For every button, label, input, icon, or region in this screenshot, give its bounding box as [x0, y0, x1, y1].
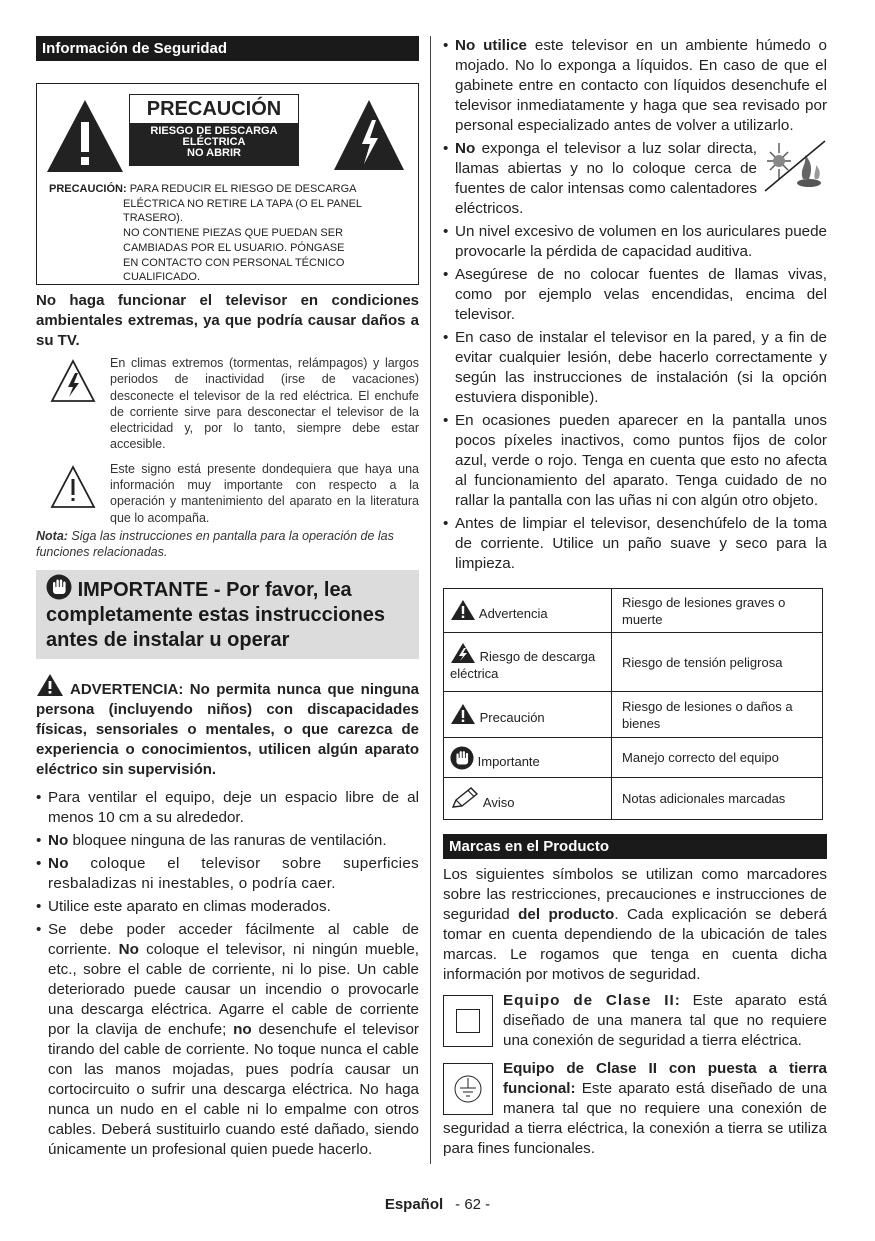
precaucion-sub-line: RIESGO DE DESCARGA — [150, 125, 278, 137]
legend-label: Precaución — [479, 710, 545, 725]
bullet-text: exponga el televisor a luz solar directa, llamas abiertas y no lo coloque cerca de fuentes de calor intensas como calentadores eléctricos. — [455, 140, 757, 217]
bullet-text: En caso de instalar el televisor en la pared, y a fin de evitar cualquier lesión, debe hacerlo correctamente y según las instrucciones de instalación (si la opción estuviera disponible). — [455, 329, 827, 406]
precaucion-text — [49, 182, 408, 285]
legend-desc: Notas adicionales marcadas — [612, 778, 823, 820]
lightning-triangle-icon — [450, 642, 476, 664]
legend-label: Importante — [477, 753, 540, 769]
legend-desc: Riesgo de tensión peligrosa — [612, 633, 823, 692]
legend-label-cell — [444, 589, 612, 633]
bullet-text: Antes de limpiar el televisor, desenchúfelo de la toma de corriente. Utilice un paño suave y seco para la limpieza. — [455, 515, 827, 572]
note-text: Siga las instrucciones en pantalla para la operación de las funciones relacionadas. — [36, 528, 394, 559]
advertencia-para — [36, 673, 419, 780]
bullet-bold: No — [118, 940, 139, 958]
warning-triangle-icon — [36, 673, 64, 697]
list-item — [443, 265, 827, 325]
list-item — [36, 788, 419, 828]
list-item — [443, 222, 827, 262]
pencil-note-icon — [450, 786, 480, 810]
bullet-bold: No — [455, 140, 476, 157]
bullet-text: coloque el televisor, ni ningún mueble, etc., sobre el cable de corriente, ni lo pise. Un cable deteriorado puede causar un incendio o provocarle una descarga eléctrica. Agarre el cable de corriente por la clavija de enchufe; — [48, 940, 420, 1038]
exclamation-triangle-icon — [45, 98, 125, 174]
bullet-text: coloque el televisor sobre superficies resbaladizas ni inestables, o podría caer. — [48, 854, 419, 892]
legend-label-cell — [444, 633, 612, 692]
precaucion-line: CUALIFICADO. — [123, 271, 201, 284]
section-title-marcas: Marcas en el Producto — [443, 834, 827, 859]
clase-ii-text: Este aparato está diseñado de una manera tal que no requiere una conexión de seguridad a tierra eléctrica. — [503, 992, 827, 1049]
bullet-bold: no — [233, 1020, 252, 1038]
legend-desc: Riesgo de lesiones graves o muerte — [612, 589, 823, 633]
precaucion-line: CAMBIADAS POR EL USUARIO. PÓNGASE — [123, 241, 345, 254]
precaucion-sub-line: ELÉCTRICA — [182, 136, 246, 148]
bullet-text: Utilice este aparato en climas moderados. — [48, 897, 331, 915]
marcas-text-part: Los siguientes símbolos se utilizan como marcadores sobre las restricciones, precauciones e instrucciones de seguridad — [443, 866, 827, 923]
list-item — [443, 139, 827, 219]
table-row — [444, 778, 823, 820]
clase-ii-funcional-title: Equipo de Clase II con puesta a tierra funcional: — [503, 1060, 827, 1097]
table-row — [444, 589, 823, 633]
lightning-triangle-icon — [50, 359, 96, 403]
bullet-bold: No — [48, 831, 69, 849]
climas-text: En climas extremos (tormentas, relámpagos) y largos periodos de inactividad (irse de vacaciones) desconecte el televisor de la red eléctrica. El enchufe de corriente sirve para desconectar el televisor de la electricidad y, por lo tanto, siempre debe estar accesible. — [110, 356, 419, 452]
page-number: - 62 - — [455, 1196, 491, 1213]
bullet-text: bloquee ninguna de las ranuras de ventilación. — [68, 831, 387, 849]
bullet-text: En ocasiones pueden aparecer en la pantalla unos pocos píxeles inactivos, como puntos fijos de color azul, verde o rojo. Tenga en cuenta que esto no afecta al funcionamiento del aparato. Tenga cuidado de no rallar la pantalla con las uñas ni con algún otro objeto. — [455, 412, 827, 509]
bullet-text: Para ventilar el equipo, deje un espacio libre de al menos 10 cm a su alrededor. — [48, 788, 419, 826]
precaucion-box — [36, 83, 419, 285]
bullet-text: Se debe poder acceder fácilmente al cable de corriente. — [48, 920, 419, 958]
precaucion-line: PARA REDUCIR EL RIESGO DE DESCARGA — [129, 183, 357, 195]
list-item — [36, 920, 419, 1160]
list-item — [36, 854, 419, 894]
clase-ii-funcional-text: Este aparato está diseñado de una manera tal que no requiere una conexión de seguridad a tierra eléctrica, la conexión a tierra se utiliza para fines funcionales. — [443, 1080, 827, 1157]
precaucion-subtitle — [129, 124, 299, 166]
section-title-seguridad: Información de Seguridad — [36, 36, 419, 61]
footer-language: Español — [384, 1196, 444, 1213]
column-divider — [430, 36, 431, 1164]
marcas-bold: del producto — [518, 906, 615, 923]
page-footer — [0, 1196, 875, 1213]
advertencia-text: ADVERTENCIA: No permita nunca que ninguna persona (incluyendo niños) con discapacidades físicas, sensoriales o mentales, o que carezca de experiencia o conocimientos, utilicen algún aparato eléctrico sin supervisión. — [36, 680, 419, 778]
extreme-conditions-heading: No haga funcionar el televisor en condiciones ambientales extremas, ya que podría causar daños a su TV. — [36, 292, 419, 349]
bullet-text: Asegúrese de no colocar fuentes de llamas vivas, como por ejemplo velas encendidas, encima del televisor. — [455, 266, 827, 323]
legend-desc: Manejo correcto del equipo — [612, 738, 823, 778]
legend-desc: Riesgo de lesiones o daños a bienes — [612, 692, 823, 738]
legend-label: Advertencia — [478, 606, 548, 621]
note-lead: Nota: — [36, 528, 68, 543]
exclamation-triangle-outline-icon — [50, 465, 96, 509]
signo-row — [36, 461, 419, 526]
bullet-text: Un nivel excesivo de volumen en los auriculares puede provocarle la pérdida de capacidad auditiva. — [455, 223, 827, 260]
legend-label-cell — [444, 692, 612, 738]
no-heat-source-icon — [763, 139, 827, 193]
list-item — [443, 411, 827, 511]
caution-triangle-icon — [450, 703, 476, 725]
legend-label-cell — [444, 738, 612, 778]
precaucion-sub-line: NO ABRIR — [187, 147, 241, 159]
lightning-triangle-icon — [332, 98, 406, 172]
list-item — [443, 36, 827, 136]
marcas-text-part: . Cada explicación se deberá tomar en cuenta dependiendo de la ubicación de tales marcas. Le rogamos que tenga en cuenta dicha información por motivos de seguridad. — [443, 906, 827, 983]
climas-row — [36, 355, 419, 453]
warning-triangle-icon — [450, 599, 476, 621]
table-row — [444, 738, 823, 778]
marcas-text — [443, 865, 827, 985]
left-column — [36, 36, 419, 1163]
hand-stop-icon — [46, 574, 72, 600]
legend-label-cell — [444, 778, 612, 820]
class-ii-functional-earth-icon — [443, 1063, 493, 1115]
legend-label: Aviso — [482, 795, 515, 810]
bullet-text: este televisor en un ambiente húmedo o mojado. No lo exponga a líquidos. En caso de que el gabinete entre en contacto con líquidos desenchufe el televisor inmediatamente y haga que sea revisado por personal especializado antes de volver a utilizarlo. — [455, 37, 827, 134]
clase-ii-title: Equipo de Clase II: — [503, 992, 681, 1009]
signo-text: Este signo está presente dondequiera que haya una información muy importante con respecto a la operación y mantenimiento del aparato en la literatura que lo acompaña. — [110, 461, 419, 525]
precaucion-lead: PRECAUCIÓN: — [49, 183, 127, 195]
list-item — [443, 514, 827, 574]
right-bullet-list — [443, 36, 827, 574]
important-title: IMPORTANTE - Por favor, lea completamente estas instrucciones antes de instalar u operar — [46, 578, 386, 651]
legend-label: Riesgo de descarga eléctrica — [450, 649, 596, 681]
table-row — [444, 692, 823, 738]
right-column — [443, 36, 827, 1159]
list-item — [36, 831, 419, 851]
note — [36, 528, 419, 560]
precaucion-line: EN CONTACTO CON PERSONAL TÉCNICO — [123, 256, 345, 269]
bullet-bold: No utilice — [455, 37, 528, 54]
precaucion-line: NO CONTIENE PIEZAS QUE PUEDAN SER — [123, 227, 344, 240]
list-item — [36, 897, 419, 917]
precaucion-line: ELÉCTRICA NO RETIRE LA TAPA (O EL PANEL — [123, 197, 363, 210]
bullet-bold: No — [48, 854, 69, 872]
bullet-text: desenchufe el televisor tirando del cable de corriente. No toque nunca el cable con las manos mojadas, pues podría causar un cortocircuito o sufrir una descarga eléctrica. No haga nunca un nudo en el cable ni lo empalme con otros cables. Deberá sustituirlo cuando esté dañado, siendo únicamente un profesional quien puede hacerlo. — [48, 1020, 419, 1158]
clase-ii-funcional-item — [443, 1059, 827, 1159]
class-ii-icon — [443, 995, 493, 1047]
important-heading — [36, 570, 419, 659]
left-bullet-list — [36, 788, 419, 1160]
list-item — [443, 328, 827, 408]
table-row — [444, 633, 823, 692]
hand-stop-icon — [450, 746, 474, 770]
symbol-legend-table — [443, 588, 823, 820]
precaucion-title: PRECAUCIÓN — [129, 94, 299, 124]
clase-ii-item — [443, 991, 827, 1051]
precaucion-line: TRASERO). — [123, 212, 183, 225]
